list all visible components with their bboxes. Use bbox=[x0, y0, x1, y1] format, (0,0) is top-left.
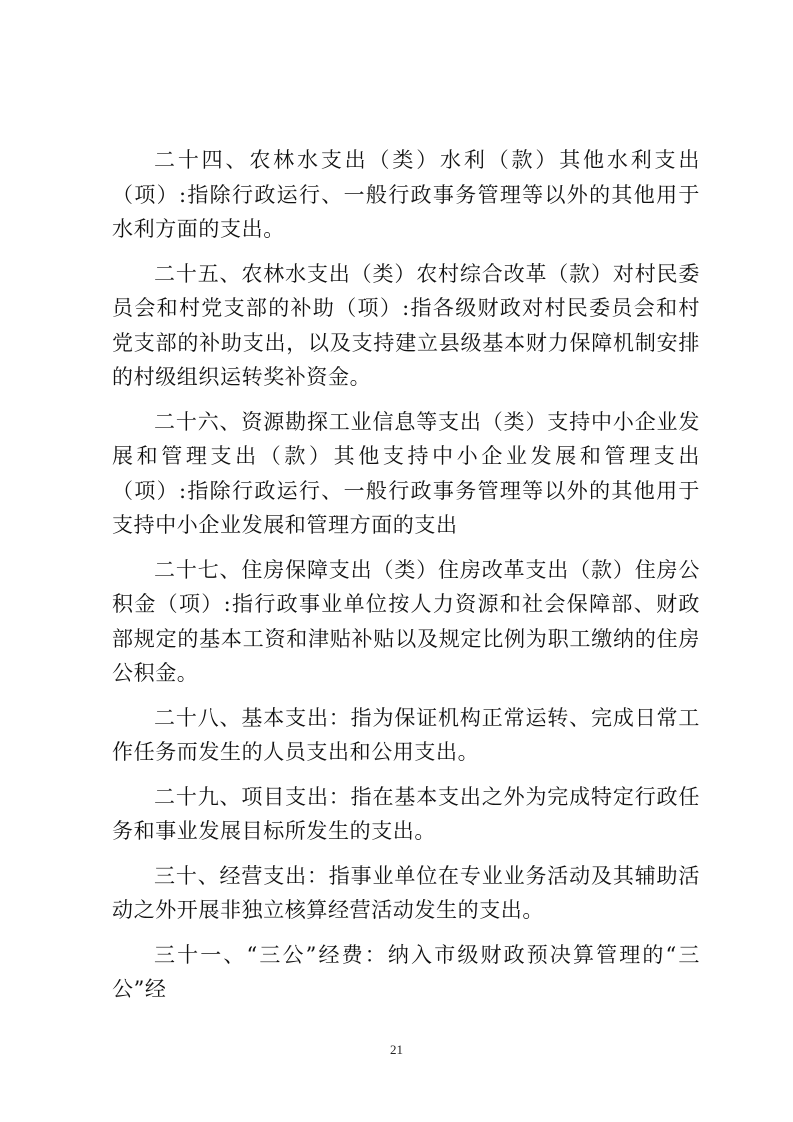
paragraph-31: 三十一、“三公”经费：纳入市级财政预决算管理的“三公”经 bbox=[112, 942, 700, 1001]
paragraph-27: 二十七、住房保障支出（类）住房改革支出（款）住房公积金（项）:指行政事业单位按人力资源和社会保障部、财政部规定的基本工资和津贴补贴以及规定比例为职工缴纳的住房公积金。 bbox=[112, 557, 700, 685]
paragraph-29: 二十九、项目支出：指在基本支出之外为完成特定行政任务和事业发展目标所发生的支出。 bbox=[112, 784, 700, 843]
paragraph-30: 三十、经营支出：指事业单位在专业业务活动及其辅助活动之外开展非独立核算经营活动发生的支出。 bbox=[112, 863, 700, 922]
paragraph-24: 二十四、农林水支出（类）水利（款）其他水利支出（项）:指除行政运行、一般行政事务管理等以外的其他用于水利方面的支出。 bbox=[112, 148, 700, 241]
paragraph-26: 二十六、资源勘探工业信息等支出（类）支持中小企业发展和管理支出（款）其他支持中小企业发展和管理支出（项）:指除行政运行、一般行政事务管理等以外的其他用于支持中小企业发展和管理方面的支出 bbox=[112, 409, 700, 537]
document-body bbox=[112, 143, 700, 1017]
page-number: 21 bbox=[390, 1042, 403, 1057]
paragraph-28: 二十八、基本支出：指为保证机构正常运转、完成日常工作任务而发生的人员支出和公用支出。 bbox=[112, 705, 700, 764]
paragraph-25: 二十五、农林水支出（类）农村综合改革（款）对村民委员会和村党支部的补助（项）:指各级财政对村民委员会和村党支部的补助支出，以及支持建立县级基本财力保障机制安排的村级组织运转奖补资金。 bbox=[112, 261, 700, 389]
